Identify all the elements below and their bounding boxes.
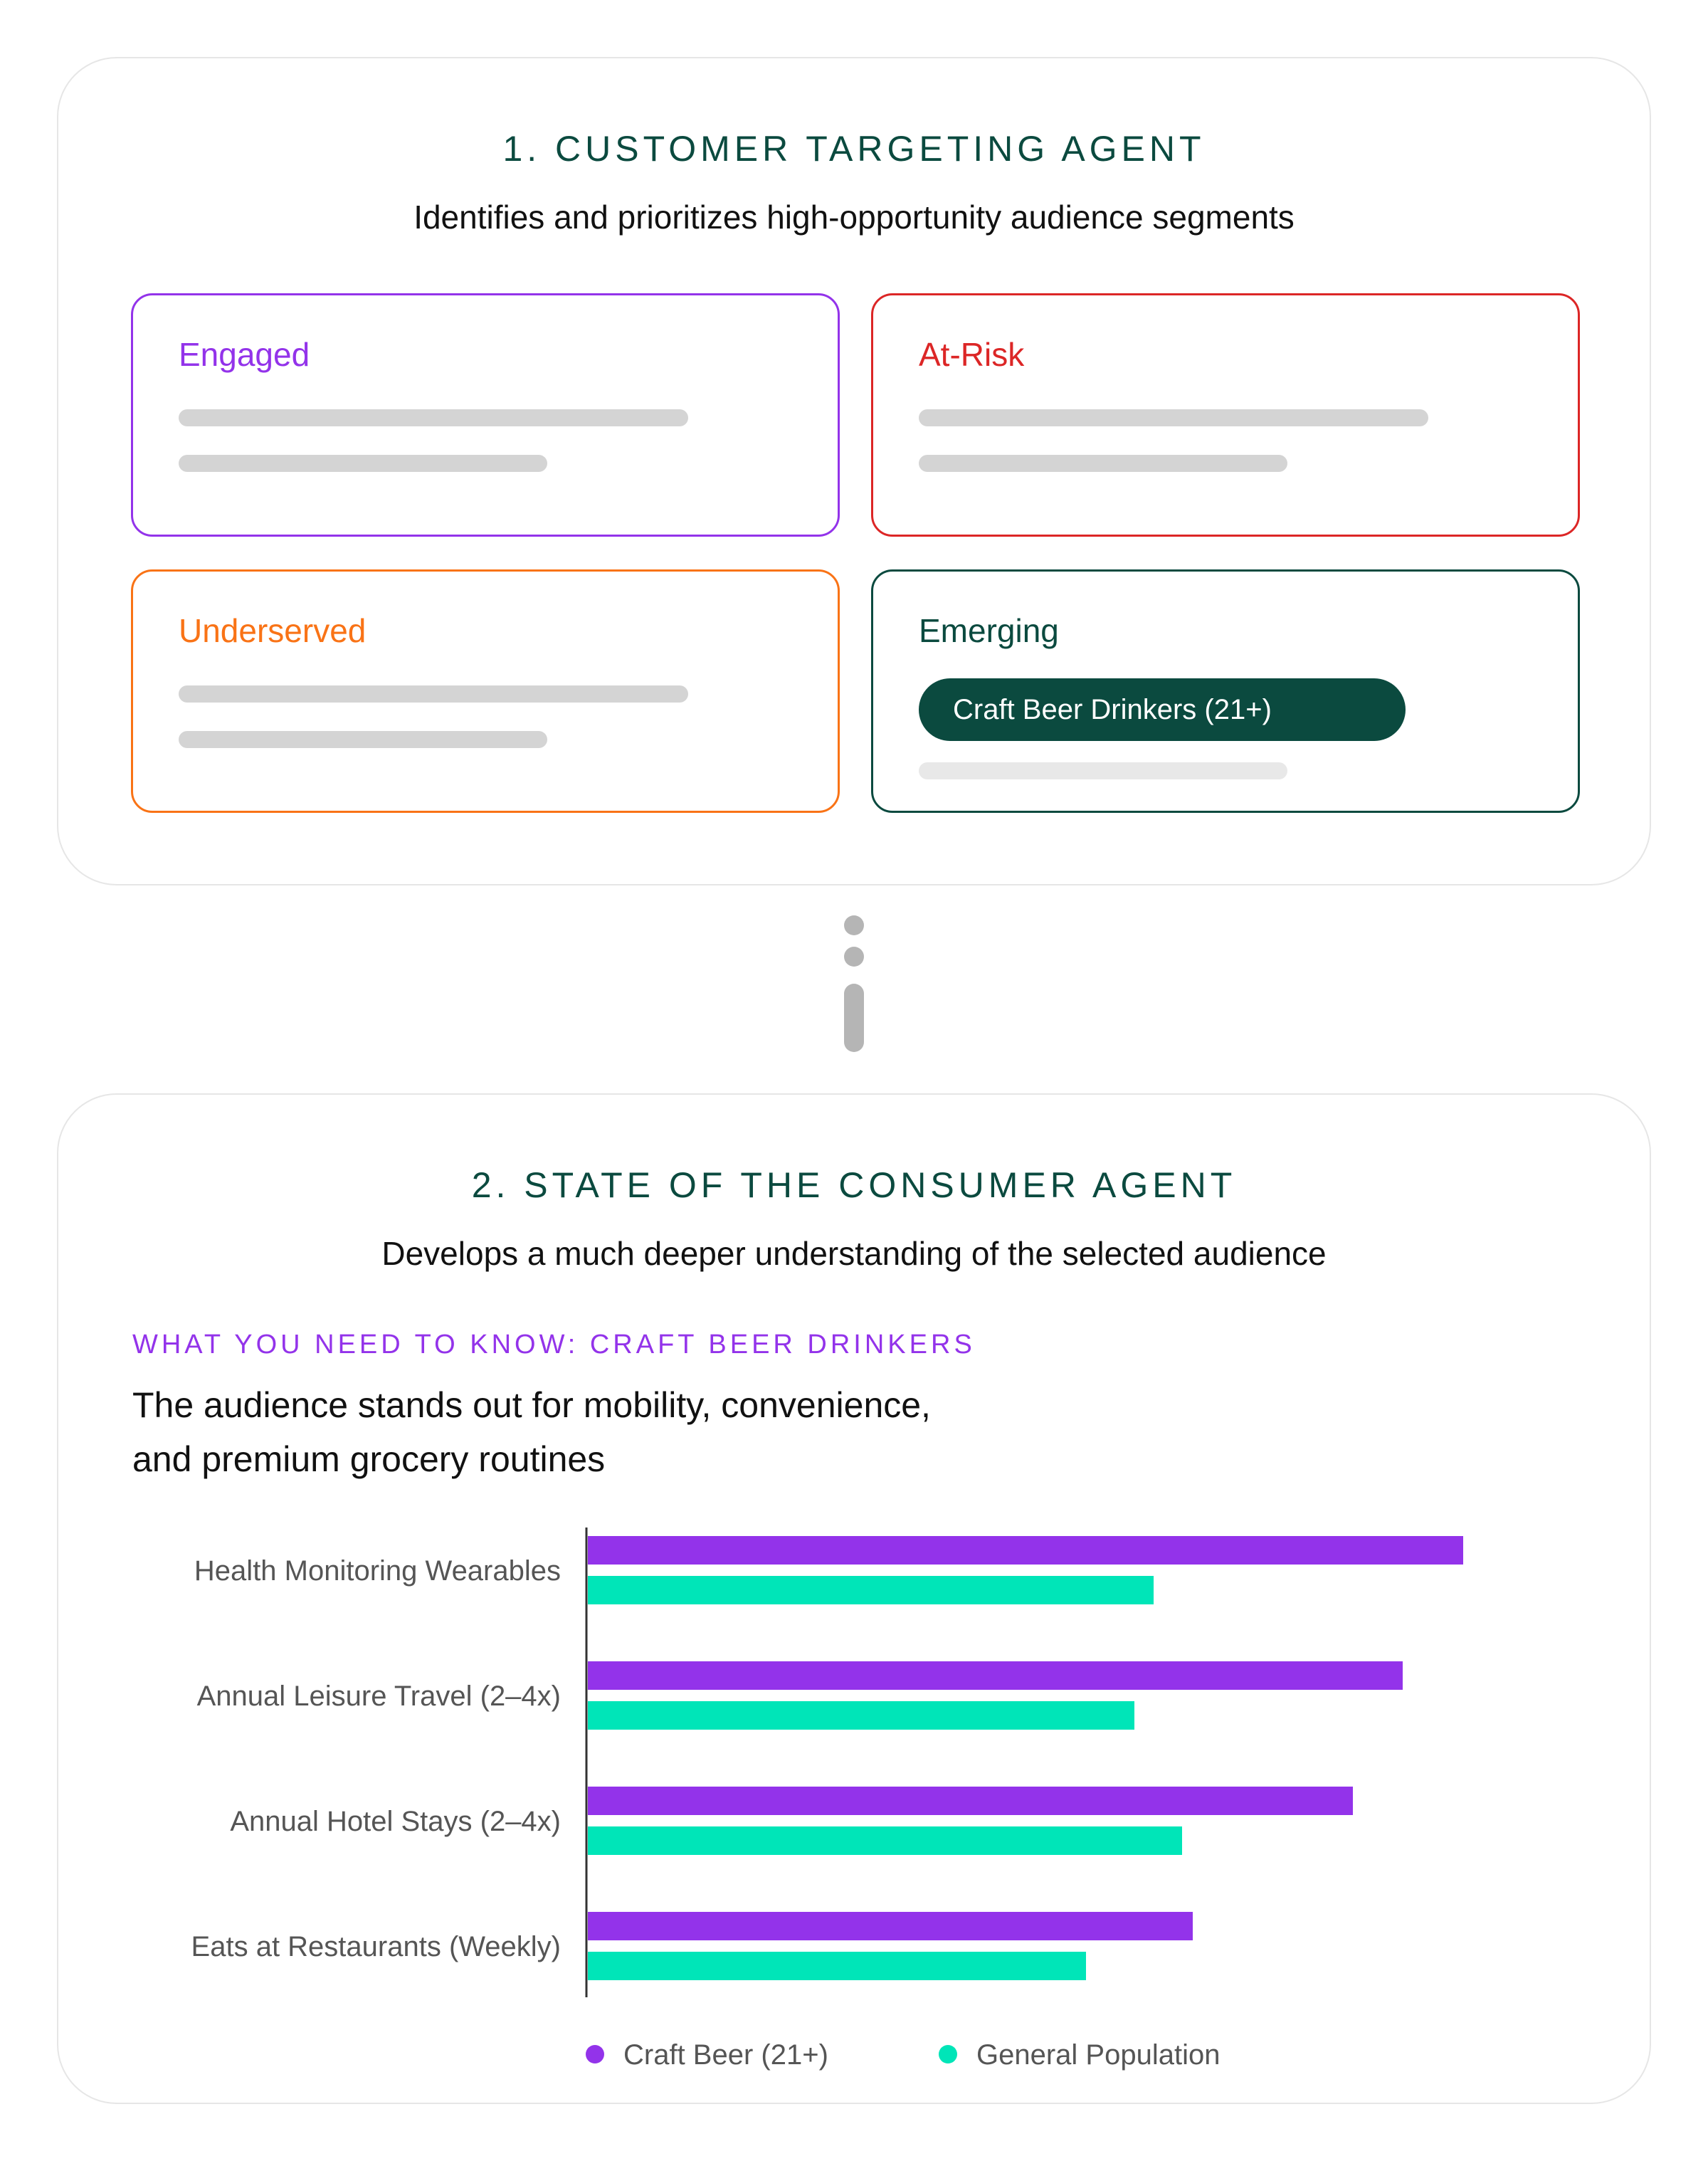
- state-of-consumer-panel: [57, 1093, 1651, 2104]
- insight-kicker: WHAT YOU NEED TO KNOW: CRAFT BEER DRINKERS: [132, 1330, 976, 1360]
- legend-label: Craft Beer (21+): [623, 2039, 828, 2071]
- segment-label: At-Risk: [919, 336, 1025, 373]
- category-label: Eats at Restaurants (Weekly): [191, 1931, 561, 1962]
- panel-title: 2. STATE OF THE CONSUMER AGENT: [471, 1165, 1237, 1205]
- placeholder-bar: [919, 455, 1287, 472]
- segment-card-underserved[interactable]: [131, 569, 840, 813]
- category-label: Health Monitoring Wearables: [194, 1555, 561, 1587]
- headline-line: The audience stands out for mobility, convenience,: [132, 1385, 931, 1425]
- placeholder-bar: [179, 731, 547, 748]
- bar-general-population: [588, 1576, 1154, 1604]
- panel-subtitle: Develops a much deeper understanding of the selected audience: [381, 1235, 1327, 1272]
- placeholder-bar: [919, 409, 1428, 426]
- bar-chart: [58, 1095, 1650, 2103]
- panel-title: 1. CUSTOMER TARGETING AGENT: [502, 129, 1206, 169]
- segment-card-at-risk[interactable]: [871, 293, 1580, 537]
- placeholder-bar: [919, 762, 1287, 779]
- placeholder-bar: [179, 409, 688, 426]
- segment-label: Emerging: [919, 612, 1059, 649]
- bar-craft-beer: [588, 1536, 1463, 1565]
- bar-general-population: [588, 1701, 1134, 1730]
- connector-dot: [844, 947, 864, 967]
- legend-swatch: [586, 2045, 604, 2063]
- segment-label: Engaged: [179, 336, 310, 373]
- category-label: Annual Leisure Travel (2–4x): [196, 1681, 561, 1712]
- customer-targeting-panel: [57, 57, 1651, 885]
- segment-label: Underserved: [179, 612, 367, 649]
- bar-craft-beer: [588, 1787, 1353, 1815]
- connector-bar: [844, 984, 864, 1052]
- legend-label: General Population: [976, 2039, 1221, 2071]
- bar-general-population: [588, 1826, 1182, 1855]
- segment-card-emerging[interactable]: [871, 569, 1580, 813]
- bar-general-population: [588, 1952, 1086, 1980]
- headline-line: and premium grocery routines: [132, 1439, 606, 1479]
- bar-craft-beer: [588, 1912, 1193, 1940]
- connector-dot: [844, 915, 864, 935]
- panel-subtitle: Identifies and prioritizes high-opportunity audience segments: [413, 199, 1295, 236]
- category-label: Annual Hotel Stays (2–4x): [230, 1806, 561, 1837]
- bar-craft-beer: [588, 1661, 1403, 1690]
- legend-swatch: [939, 2045, 957, 2063]
- segment-card-engaged[interactable]: [131, 293, 840, 537]
- placeholder-bar: [179, 685, 688, 703]
- selected-segment-pill[interactable]: Craft Beer Drinkers (21+): [919, 678, 1406, 741]
- placeholder-bar: [179, 455, 547, 472]
